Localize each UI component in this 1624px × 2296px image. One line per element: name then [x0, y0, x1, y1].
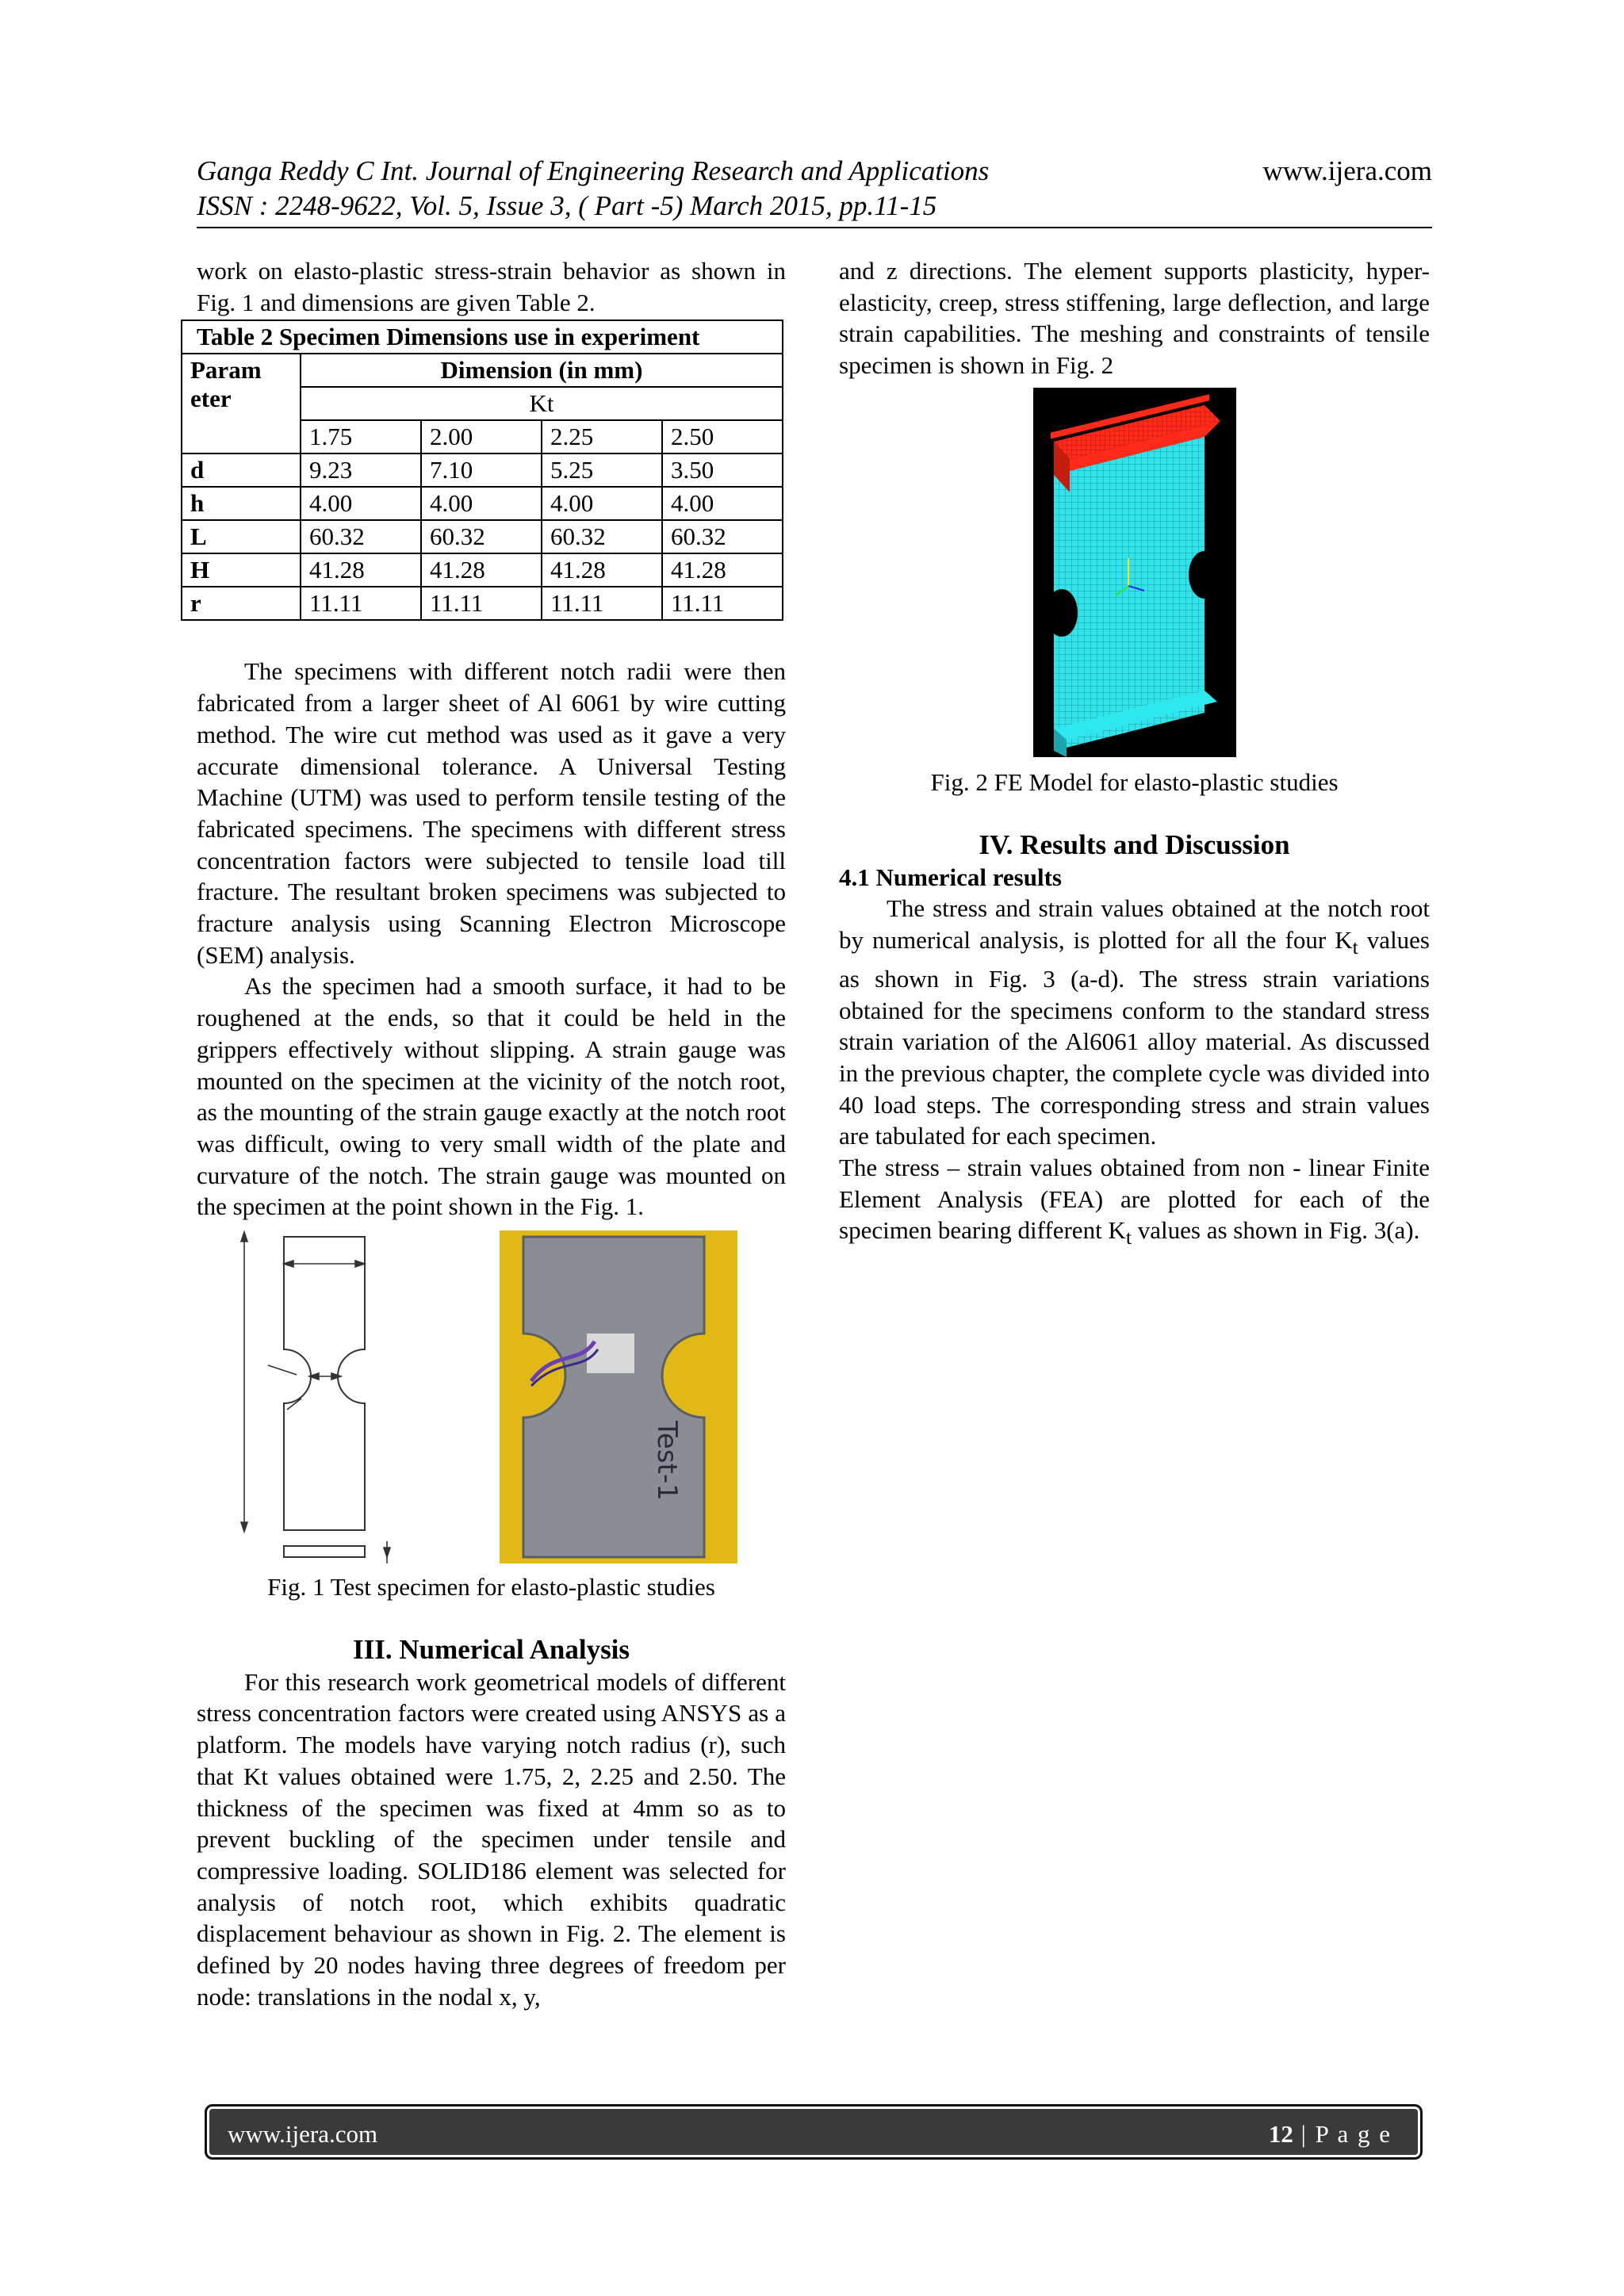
figure-1	[197, 1230, 786, 1563]
table-cell: 60.32	[542, 520, 662, 553]
table-cell: 1.75	[301, 420, 421, 453]
table-cell: 9.23	[301, 453, 421, 487]
fe-model-figure	[1033, 388, 1236, 757]
table-cell: 60.32	[662, 520, 783, 553]
section-3-heading: III. Numerical Analysis	[352, 1633, 630, 1665]
figure-2-caption: Fig. 2 FE Model for elasto-plastic studies	[930, 767, 1339, 796]
row-label: h	[182, 487, 301, 520]
row-label: L	[182, 520, 301, 553]
left-column	[190, 255, 786, 2013]
table-caption: Table 2 Specimen Dimensions use in experiment	[182, 320, 783, 354]
table-cell: 11.11	[662, 587, 783, 620]
table-cell: 60.32	[301, 520, 421, 553]
right-column	[839, 255, 1430, 1253]
journal-name: Ganga Reddy C Int. Journal of Engineering Research and Applications	[197, 155, 990, 186]
dimension-header: Dimension (in mm)	[301, 354, 783, 387]
kt-subscript: t	[1125, 1226, 1132, 1249]
element-description-paragraph: and z directions. The element supports plasticity, hyper-elasticity, creep, stress stiffening, large deflection, and large strain capabilities. The meshing and constraints of tensile specimen is shown in Fig. 2	[839, 257, 1430, 380]
table-cell: 4.00	[301, 487, 421, 520]
specimen-drawing	[220, 1230, 490, 1563]
footer-website[interactable]: www.ijera.com	[228, 2120, 378, 2148]
section-4-heading: IV. Results and Discussion	[979, 828, 1290, 860]
table-cell: 7.10	[421, 453, 542, 487]
table-row	[182, 553, 783, 587]
row-label: r	[182, 587, 301, 620]
table-cell: 41.28	[662, 553, 783, 587]
table-row	[182, 520, 783, 553]
para4-text-a: The stress and strain values obtained at the notch root by numerical analysis, is plotted for all the four K	[839, 894, 1430, 954]
table-row	[182, 587, 783, 620]
para5-text-b: values as shown in Fig. 3(a).	[1132, 1216, 1420, 1245]
table-cell: 60.32	[421, 520, 542, 553]
fea-paragraph	[839, 1152, 1430, 1253]
table-cell: 4.00	[542, 487, 662, 520]
numerical-analysis-paragraph: For this research work geometrical models of different stress concentration factors were created using ANSYS as a platform. The models have varying notch radius (r), such that Kt values obtained were 1.75, 2, 2.25 and 2.50. The thickness of the specimen was fixed at 4mm so as to prevent buckling of the specimen under tensile and compressive loading. SOLID186 element was selected for analysis of notch root, which exhibits quadratic displacement behaviour as shown in Fig. 2. The element is defined by 20 nodes having three degrees of freedom per node: translations in the nodal x, y,	[197, 1667, 786, 2011]
subsection-4-1-heading: 4.1 Numerical results	[839, 863, 1062, 891]
table-cell: 11.11	[421, 587, 542, 620]
page-label: | P a g e	[1293, 2120, 1392, 2148]
intro-paragraph: work on elasto-plastic stress-strain behavior as shown in Fig. 1 and dimensions are given Table 2.	[197, 257, 786, 316]
photo-label: Test-1	[651, 1421, 683, 1501]
table-cell: 2.50	[662, 420, 783, 453]
table-cell: 41.28	[542, 553, 662, 587]
table-cell: 41.28	[421, 553, 542, 587]
table-cell: 4.00	[662, 487, 783, 520]
header-divider	[197, 227, 1432, 228]
kt-subscript: t	[1352, 936, 1358, 959]
issn-line: ISSN : 2248-9622, Vol. 5, Issue 3, ( Part -5) March 2015, pp.11-15	[197, 190, 937, 221]
table-cell: 2.25	[542, 420, 662, 453]
page-number-value: 12	[1268, 2120, 1293, 2148]
row-label: d	[182, 453, 301, 487]
page-footer	[205, 2104, 1423, 2160]
para5-text-a: The stress – strain values obtained from non - linear Finite Element Analysis (FEA) are plotted for each of the specimen bearing different K	[839, 1154, 1430, 1245]
running-header	[197, 154, 1432, 224]
header-website[interactable]: www.ijera.com	[1262, 155, 1432, 186]
table-row	[182, 487, 783, 520]
table-cell: 2.00	[421, 420, 542, 453]
table-cell: 5.25	[542, 453, 662, 487]
table-cell: 11.11	[542, 587, 662, 620]
table-cell: 3.50	[662, 453, 783, 487]
row-label: H	[182, 553, 301, 587]
kt-header: Kt	[301, 387, 783, 420]
strain-gauge-paragraph: As the specimen had a smooth surface, it had to be roughened at the ends, so that it could be held in the grippers effectively without slipping. A strain gauge was mounted on the specimen at the vicinity of the notch root, as the mounting of the strain gauge exactly at the notch root was difficult, owing to very small width of the plate and curvature of the notch. The strain gauge was mounted on the specimen at the point shown in the Fig. 1.	[197, 972, 786, 1221]
param-header: Param eter	[182, 354, 301, 453]
page-number	[1269, 2120, 1392, 2149]
specimen-dimensions-table	[181, 320, 783, 621]
table-cell: 4.00	[421, 487, 542, 520]
table-row	[182, 453, 783, 487]
fabrication-paragraph: The specimens with different notch radii were then fabricated from a larger sheet of Al 6061 by wire cutting method. The wire cut method was used as it gave a very accurate dimensional tolerance. A Universal Testing Machine (UTM) was used to perform tensile testing of the fabricated specimens. The specimens with different stress concentration factors were subjected to tensile load till fracture. The resultant broken specimens was subjected to fracture analysis using Scanning Electron Microscope (SEM) analysis.	[197, 657, 786, 969]
table-cell: 11.11	[301, 587, 421, 620]
table-cell: 41.28	[301, 553, 421, 587]
numerical-results-paragraph	[839, 893, 1430, 1152]
specimen-photo	[500, 1230, 737, 1563]
para4-text-b: values as shown in Fig. 3 (a-d). The stress strain variations obtained for the specimens conform to the standard stress strain variation of the Al6061 alloy material. As discussed in the previous chapter, the complete cycle was divided into 40 load steps. The corresponding stress and strain values are tabulated for each specimen.	[839, 925, 1430, 1150]
figure-1-caption: Fig. 1 Test specimen for elasto-plastic studies	[267, 1573, 715, 1601]
